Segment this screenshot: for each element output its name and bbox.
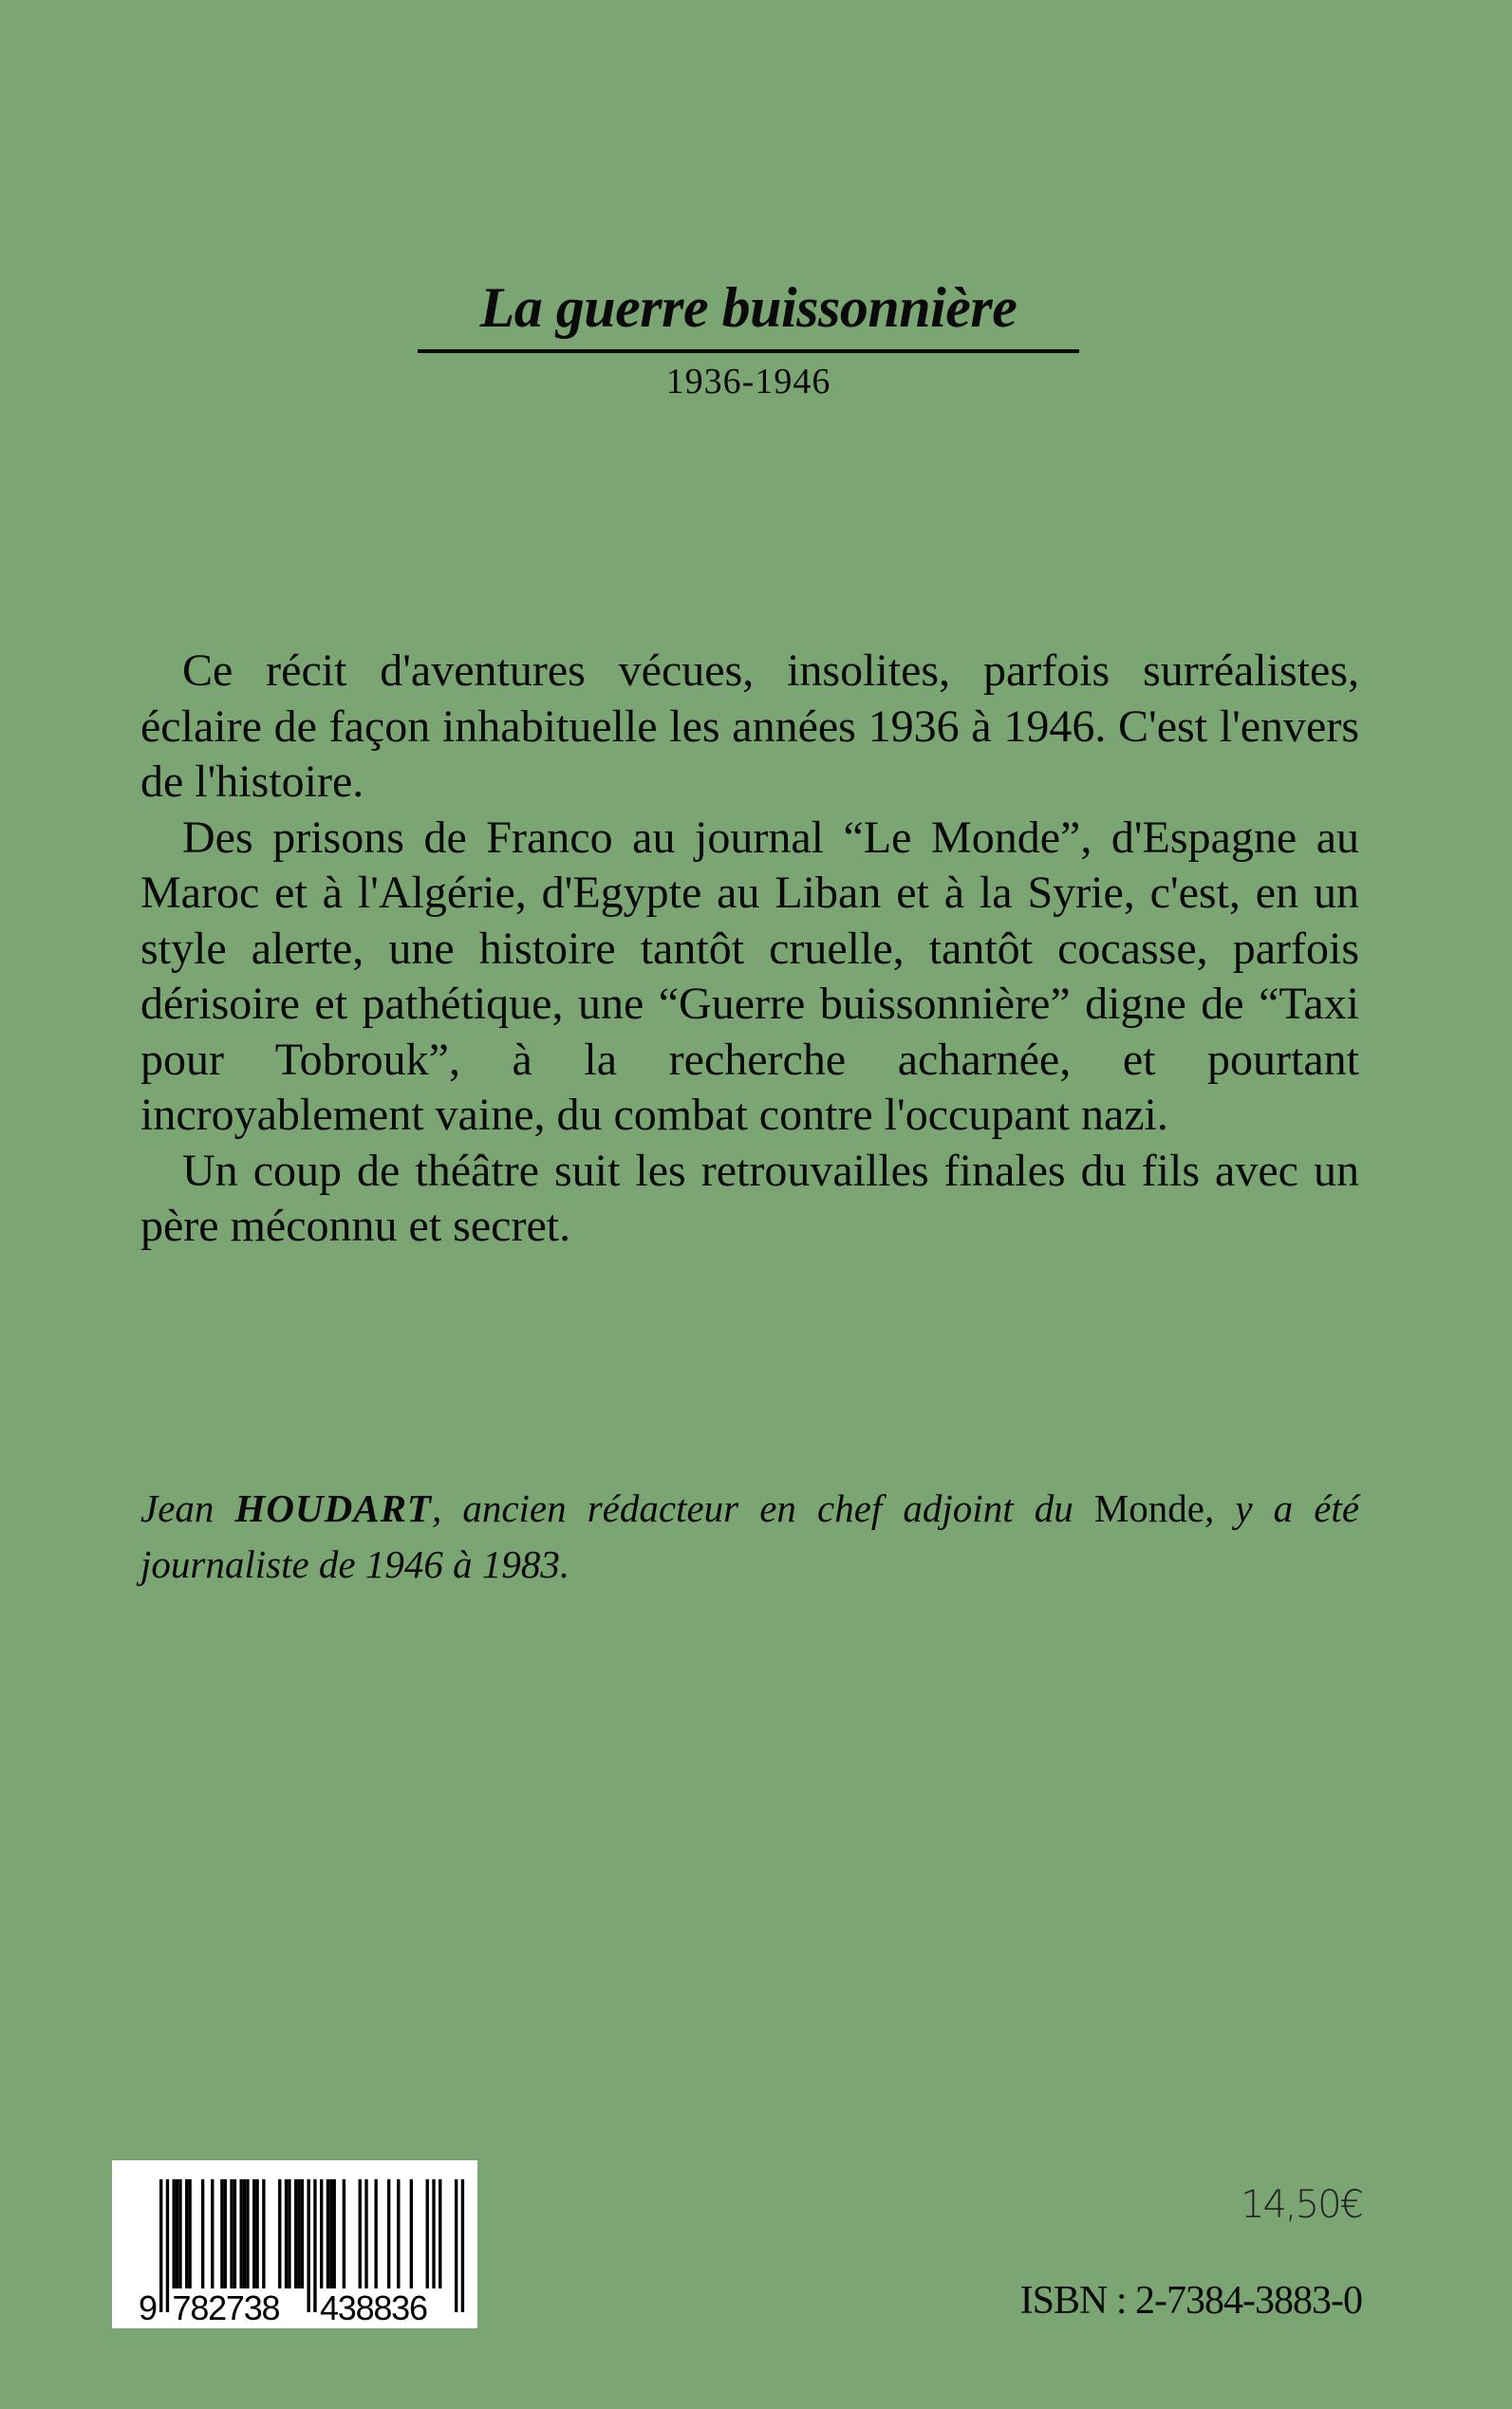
book-subtitle-years: 1936-1946 bbox=[665, 362, 831, 402]
barcode-bar bbox=[188, 2179, 191, 2288]
barcode-bar bbox=[230, 2179, 233, 2288]
barcode-bar bbox=[432, 2179, 435, 2288]
barcode-bar bbox=[173, 2179, 176, 2288]
barcode-bar bbox=[262, 2179, 265, 2288]
book-title: La guerre buissonnière bbox=[479, 276, 1017, 339]
title-underline bbox=[418, 349, 1079, 353]
barcode-bar bbox=[397, 2179, 400, 2288]
barcode-bar bbox=[313, 2179, 316, 2312]
barcode-bar bbox=[301, 2179, 304, 2288]
barcode-bar bbox=[246, 2179, 249, 2288]
barcode-bar bbox=[461, 2179, 464, 2312]
barcode-bar bbox=[455, 2179, 457, 2312]
barcode-bar bbox=[278, 2179, 281, 2288]
barcode-bar bbox=[285, 2179, 288, 2288]
barcode-bar bbox=[166, 2179, 169, 2312]
barcode bbox=[112, 2160, 477, 2328]
barcode-bar bbox=[159, 2179, 162, 2312]
price: 14,50€ bbox=[1241, 2183, 1362, 2227]
barcode-bar bbox=[233, 2179, 236, 2288]
barcode-digits: 782738 bbox=[172, 2288, 281, 2327]
newspaper-name: Monde bbox=[1093, 1486, 1204, 1530]
barcode-bar bbox=[176, 2179, 178, 2288]
author-last-name: HOUDART bbox=[234, 1486, 432, 1530]
barcode-bar bbox=[220, 2179, 223, 2288]
barcode-bar bbox=[364, 2179, 367, 2288]
barcode-bar bbox=[387, 2179, 390, 2288]
author-bio-text: , ancien rédacteur en chef adjoint du bbox=[431, 1486, 1073, 1530]
barcode-bar bbox=[224, 2179, 227, 2288]
barcode-bar bbox=[185, 2179, 188, 2288]
barcode-bar bbox=[343, 2179, 345, 2288]
barcode-bar bbox=[320, 2179, 323, 2288]
barcode-bar bbox=[426, 2179, 429, 2288]
barcode-graphic bbox=[112, 2160, 477, 2328]
isbn: ISBN : 2-7384-3883-0 bbox=[1019, 2279, 1362, 2323]
barcode-bar bbox=[294, 2179, 297, 2288]
barcode-bar bbox=[329, 2179, 332, 2288]
barcode-bar bbox=[211, 2179, 214, 2288]
barcode-bar bbox=[359, 2179, 362, 2288]
barcode-bar bbox=[288, 2179, 290, 2288]
barcode-digits: 438836 bbox=[320, 2288, 428, 2327]
author-bio-text: , y a été journaliste de 1946 à 1983. bbox=[140, 1486, 1360, 1586]
barcode-bar bbox=[240, 2179, 243, 2288]
barcode-bar bbox=[327, 2179, 329, 2288]
barcode-bar bbox=[374, 2179, 377, 2288]
barcode-bar bbox=[439, 2179, 441, 2288]
barcode-bar bbox=[178, 2179, 181, 2288]
blurb bbox=[140, 644, 1359, 1255]
barcode-bar bbox=[410, 2179, 413, 2288]
blurb-paragraph: Un coup de théâtre suit les retrouvailles finales du fils avec un père méconnu et secret. bbox=[140, 1145, 1359, 1251]
barcode-bar bbox=[201, 2179, 204, 2288]
barcode-bar bbox=[243, 2179, 246, 2288]
barcode-bar bbox=[297, 2179, 300, 2288]
barcode-digits: 9 bbox=[139, 2288, 159, 2327]
blurb-paragraph: Ce récit d'aventures vécues, insolites, parfois surréalistes, éclaire de façon inhabituelle les années 1936 à 1946. C'est l'envers de l'histoire. bbox=[140, 645, 1359, 807]
author-bio bbox=[140, 1481, 1359, 1593]
barcode-bar bbox=[307, 2179, 309, 2312]
barcode-bar bbox=[255, 2179, 258, 2288]
blurb-paragraph: Des prisons de Franco au journal “Le Monde”, d'Espagne au Maroc et à l'Algérie, d'Egypte au Liban et à la Syrie, c'est, en un style alerte, une histoire tantôt cruelle, tantôt cocasse, parfois dérisoire et pathétique, une “Guerre buissonnière” digne de “Taxi pour Tobrouk”, à la recherche acharnée, et pourtant incroyablement vaine, du combat contre l'occupant nazi. bbox=[140, 812, 1359, 1140]
barcode-bar bbox=[252, 2179, 255, 2288]
barcode-bar bbox=[333, 2179, 336, 2288]
author-first-name: Jean bbox=[140, 1486, 215, 1530]
